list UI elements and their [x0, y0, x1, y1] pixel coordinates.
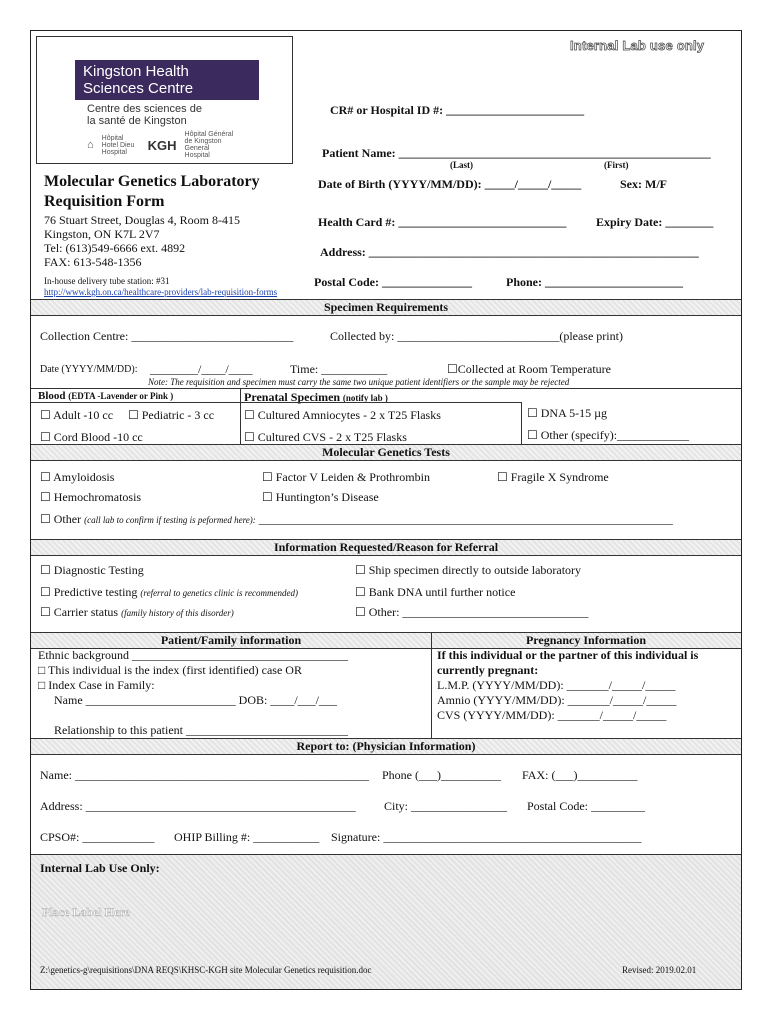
sex-field[interactable]: Sex: M/F — [620, 177, 667, 191]
hemochromatosis-checkbox[interactable]: ☐ Hemochromatosis — [40, 490, 142, 504]
place-label-here: Place Label Here — [42, 905, 130, 919]
lmp-field[interactable]: L.M.P. (YYYY/MM/DD): _______/_____/_____ — [437, 678, 676, 692]
ohip-billing-field[interactable]: OHIP Billing #: ___________ — [174, 830, 320, 844]
collected-by-field[interactable]: Collected by: ___________________________(please print) — [330, 329, 623, 343]
delivery-station: In-house delivery tube station: #31 — [44, 276, 170, 286]
specimen-note: Note: The requisition and specimen must carry the same two unique patient identifiers or the sample may be rejected — [148, 377, 570, 387]
collection-date-field[interactable]: ________/____/____ — [150, 362, 253, 376]
dob-field[interactable]: Date of Birth (YYYY/MM/DD): _____/_____/_____ — [318, 177, 582, 191]
address-field[interactable]: Address: _______________________________________________________ — [320, 245, 699, 259]
date-label: Date (YYYY/MM/DD): — [40, 364, 138, 375]
revised-date-footer: Revised: 2019.02.01 — [622, 965, 697, 975]
kgh-logo: KGH — [147, 137, 177, 153]
physician-address-field[interactable]: Address: _____________________________________________ — [40, 799, 356, 813]
pediatric-checkbox[interactable]: ☐ Pediatric - 3 cc — [128, 408, 215, 422]
signature-field[interactable]: Signature: ___________________________________________ — [331, 830, 642, 844]
carrier-checkbox[interactable]: ☐ Carrier status (family history of this disorder) — [40, 605, 234, 619]
blood-heading: Blood (EDTA -Lavender or Pink ) — [38, 390, 174, 402]
cvs-checkbox[interactable]: ☐ Cultured CVS - 2 x T25 Flasks — [244, 430, 407, 444]
physician-name-field[interactable]: Name: _________________________________________________ — [40, 768, 369, 782]
molecular-tests-heading: Molecular Genetics Tests — [31, 444, 741, 461]
other-specimen-checkbox[interactable]: ☐ Other (specify):____________ — [527, 428, 690, 442]
huntington-checkbox[interactable]: ☐ Huntington’s Disease — [262, 490, 379, 504]
diagnostic-checkbox[interactable]: ☐ Diagnostic Testing — [40, 563, 144, 577]
amniocytes-checkbox[interactable]: ☐ Cultured Amniocytes - 2 x T25 Flasks — [244, 408, 441, 422]
amyloidosis-checkbox[interactable]: ☐ Amyloidosis — [40, 470, 115, 484]
cord-blood-checkbox[interactable]: ☐ Cord Blood -10 cc — [40, 430, 143, 444]
ethnic-background-field[interactable]: Ethnic background ____________________________________ — [38, 648, 348, 662]
collection-time-field[interactable]: Time: ___________ — [290, 362, 388, 376]
index-family-checkbox[interactable]: □ Index Case in Family: — [38, 678, 155, 692]
pregnancy-fields: If this individual or the partner of this individual is currently pregnant: L.M.P. (YYYY/MM/DD): _______/_____/_____ Amnio (YYYY/MM/DD): _______/_____/_____ CVS (YYYY/MM/DD): _______/_____/_____ — [437, 648, 699, 722]
index-case-checkbox[interactable]: □ This individual is the index (first identified) case OR — [38, 663, 302, 677]
index-name-dob-field[interactable]: Name _________________________ DOB: ____/___/___ — [54, 693, 337, 707]
report-to-heading: Report to: (Physician Information) — [31, 738, 741, 755]
relationship-field[interactable]: Relationship to this patient ___________________________ — [54, 723, 348, 737]
physician-phone-field[interactable]: Phone (___)__________ — [382, 768, 501, 782]
family-info-heading: Patient/Family information — [31, 632, 431, 649]
room-temp-checkbox[interactable]: ☐Collected at Room Temperature — [447, 362, 611, 376]
fragile-x-checkbox[interactable]: ☐ Fragile X Syndrome — [497, 470, 609, 484]
divider — [521, 402, 522, 444]
prenatal-heading: Prenatal Specimen (notify lab ) — [244, 390, 388, 404]
divider — [431, 632, 432, 738]
hospital-logo — [36, 36, 293, 164]
divider — [31, 388, 741, 389]
divider — [31, 402, 521, 403]
file-path-footer: Z:\genetics-g\requisitions\DNA REQS\KHSC-KGH site Molecular Genetics requisition.doc — [40, 965, 372, 975]
cpso-field[interactable]: CPSO#: ____________ — [40, 830, 155, 844]
factor-v-checkbox[interactable]: ☐ Factor V Leiden & Prothrombin — [262, 470, 430, 484]
logo-french-name: Centre des sciences de la santé de Kingston — [87, 103, 202, 127]
other-test-checkbox[interactable]: ☐ Other (call lab to confirm if testing is peformed here): _____________________________________________________________________ — [40, 512, 673, 526]
last-name-hint: (Last) — [450, 160, 473, 170]
logo-banner: Kingston Health Sciences Centre — [75, 60, 259, 100]
other-reason-checkbox[interactable]: ☐ Other: _______________________________ — [355, 605, 589, 619]
phone-field[interactable]: Phone: _______________________ — [506, 275, 683, 289]
internal-lab-heading: Internal Lab Use Only: — [40, 861, 160, 875]
reason-referral-heading: Information Requested/Reason for Referral — [31, 539, 741, 556]
physician-city-field[interactable]: City: ________________ — [384, 799, 508, 813]
cvs-date-field[interactable]: CVS (YYYY/MM/DD): _______/_____/_____ — [437, 708, 667, 722]
expiry-date-field[interactable]: Expiry Date: ________ — [596, 215, 714, 229]
predictive-checkbox[interactable]: ☐ Predictive testing (referral to genetics clinic is recommended) — [40, 585, 298, 599]
requisition-forms-link[interactable]: http://www.kgh.on.ca/healthcare-providers/lab-requisition-forms — [44, 287, 278, 297]
hotel-dieu-icon: ⌂ — [87, 139, 94, 151]
physician-postal-field[interactable]: Postal Code: _________ — [527, 799, 646, 813]
pregnancy-info-heading: Pregnancy Information — [431, 632, 741, 649]
dna-checkbox[interactable]: ☐ DNA 5-15 µg — [527, 406, 608, 420]
lab-title: Molecular Genetics Laboratory Requisition Form — [44, 173, 260, 210]
patient-name-field[interactable]: Patient Name: ____________________________________________________ — [322, 146, 711, 160]
logo-affiliates: ⌂ Hôpital Hotel Dieu Hospital KGH Hôpital Général de Kingston General Hospital — [87, 131, 234, 159]
postal-code-field[interactable]: Postal Code: _______________ — [314, 275, 472, 289]
amnio-date-field[interactable]: Amnio (YYYY/MM/DD): _______/_____/_____ — [437, 693, 677, 707]
hospital-id-field[interactable]: CR# or Hospital ID #: _______________________ — [330, 103, 585, 117]
specimen-requirements-heading: Specimen Requirements — [31, 299, 741, 316]
adult-checkbox[interactable]: ☐ Adult -10 cc — [40, 408, 114, 422]
divider — [240, 388, 241, 444]
ship-specimen-checkbox[interactable]: ☐ Ship specimen directly to outside laboratory — [355, 563, 582, 577]
bank-dna-checkbox[interactable]: ☐ Bank DNA until further notice — [355, 585, 516, 599]
health-card-field[interactable]: Health Card #: ____________________________ — [318, 215, 567, 229]
family-info-fields[interactable] — [38, 648, 348, 708]
first-name-hint: (First) — [604, 160, 629, 170]
internal-lab-only-label: Internal Lab use only — [570, 38, 705, 53]
collection-centre-field[interactable]: Collection Centre: ___________________________ — [40, 329, 294, 343]
physician-fax-field[interactable]: FAX: (___)__________ — [522, 768, 638, 782]
lab-address: 76 Stuart Street, Douglas 4, Room 8-415 Kingston, ON K7L 2V7 Tel: (613)549-6666 ext. 4892 FAX: 613-548-1356 — [44, 213, 240, 269]
